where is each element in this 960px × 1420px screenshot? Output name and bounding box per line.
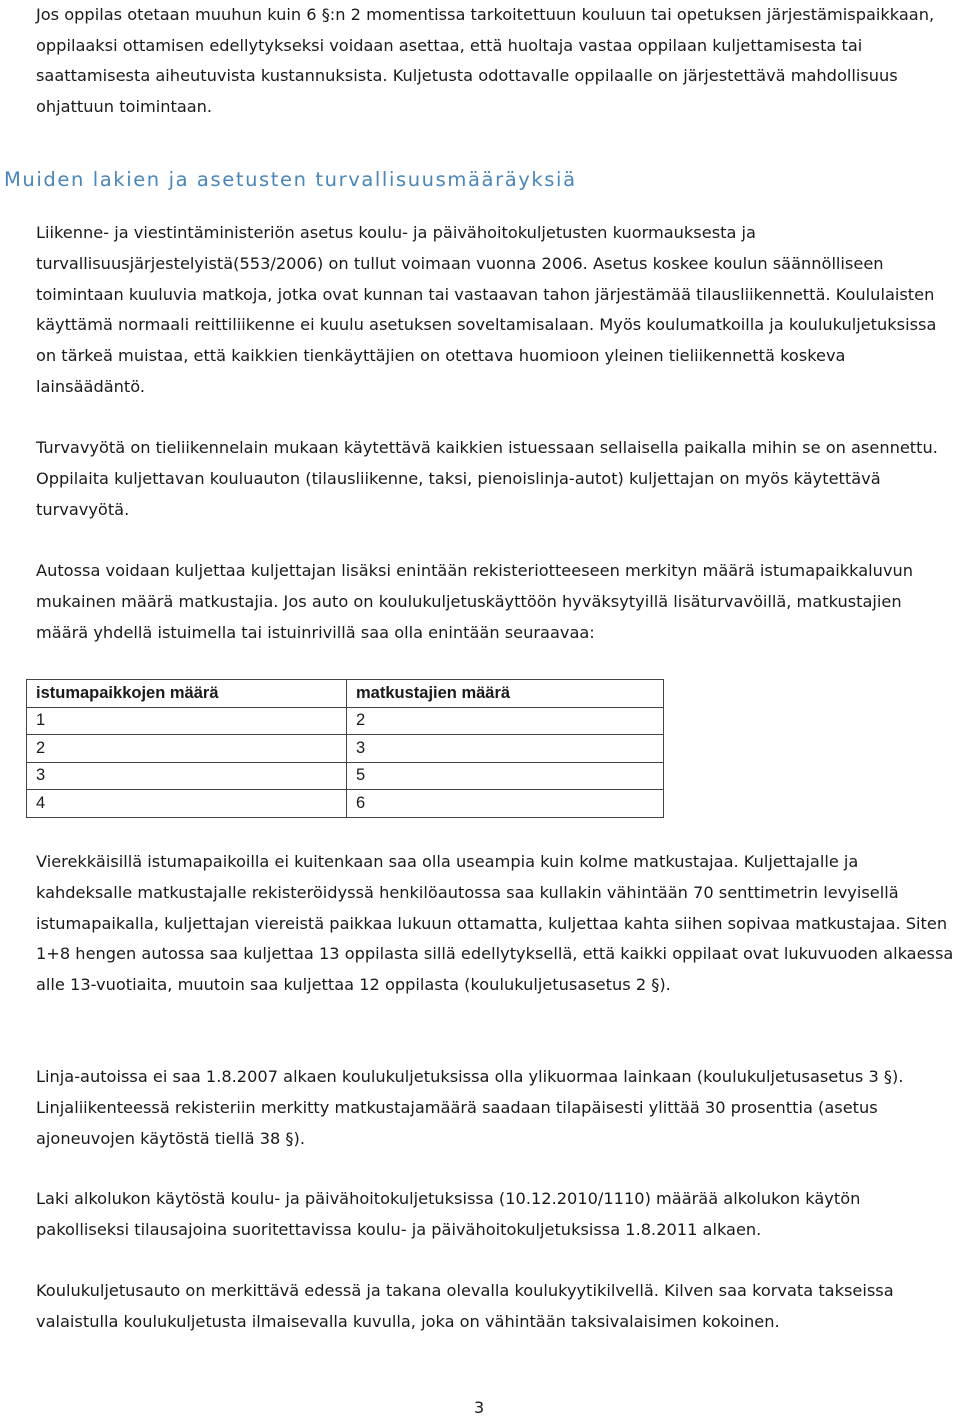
paragraph-alkolukko: Laki alkolukon käytöstä koulu- ja päivähoitokuljetuksissa (10.12.2010/1110) määrää alkolukon käytön pakolliseksi tilausajoina suoritettavissa koulu- ja päivähoitokuljetuksissa 1.8.2011 alkaen. <box>36 1189 861 1239</box>
paragraph-matkustajamaara: Autossa voidaan kuljettaa kuljettajan lisäksi enintään rekisteriotteeseen merkityn määrä istumapaikkaluvun mukainen määrä matkustajia. Jos auto on koulukuljetuskäyttöön hyväksytyillä lisäturvavöillä, matkustajien määrä yhdellä istuimella tai istuinrivillä saa olla enintään seuraavaa: <box>36 561 914 642</box>
table-cell-passengers: 2 <box>347 707 664 735</box>
table-row <box>27 735 664 763</box>
table-cell-seats: 4 <box>27 790 347 818</box>
page-number: 3 <box>474 1398 485 1417</box>
paragraph-koulukyytikilpi: Koulukuljetusauto on merkittävä edessä ja takana olevalla koulukyytikilvellä. Kilven saa korvata takseissa valaistulla koulukuljetusta ilmaisevalla kuvulla, joka on vähintään taksivalaisimen kokoinen. <box>36 1281 894 1331</box>
table-cell-seats: 2 <box>27 735 347 763</box>
paragraph-vierekkaiset-paikat: Vierekkäisillä istumapaikoilla ei kuitenkaan saa olla useampia kuin kolme matkustajaa. Kuljettajalle ja kahdeksalle matkustajalle rekisteröidyssä henkilöautossa saa kullakin vähintään 70 senttimetrin levyisellä istumapaikalla, kuljettajan viereistä paikkaa lukuun ottamatta, kuljettaa kahta siihen sopivaa matkustajaa. Siten 1+8 hengen autossa saa kuljettaa 13 oppilasta sillä edellytyksellä, että kaikki oppilaat ovat lukuvuoden alkaessa alle 13-vuotiaita, muutoin saa kuljettaa 12 oppilasta (koulukuljetusasetus 2 §). <box>36 852 954 995</box>
table-cell-passengers: 3 <box>347 735 664 763</box>
paragraph-asetus: Liikenne- ja viestintäministeriön asetus koulu- ja päivähoitokuljetusten kuormauksesta ja turvallisuusjärjestelyistä(553/2006) on tullut voimaan vuonna 2006. Asetus koskee koulun säännölliseen toimintaan kuuluvia matkoja, jotka ovat kunnan tai vastaavan tahon järjestämää tilausliikennettä. Koululaisten käyttämä normaali reittiliikenne ei kuulu asetuksen soveltamisalaan. Myös koulumatkoilla ja koulukuljetuksissa on tärkeä muistaa, että kaikkien tienkäyttäjien on otettava huomioon yleinen tieliikennettä koskeva lainsäädäntö. <box>36 223 937 396</box>
table-header-passengers: matkustajien määrä <box>347 680 664 708</box>
seat-capacity-table <box>26 679 664 818</box>
table-header-seats: istumapaikkojen määrä <box>27 680 347 708</box>
table-cell-seats: 3 <box>27 762 347 790</box>
table-cell-passengers: 5 <box>347 762 664 790</box>
paragraph-linja-autot: Linja-autoissa ei saa 1.8.2007 alkaen koulukuljetuksissa olla ylikuormaa lainkaan (koulukuljetusasetus 3 §). Linjaliikenteessä rekisteriin merkitty matkustajamäärä saadaan tilapäisesti ylittää 30 prosenttia (asetus ajoneuvojen käytöstä tiellä 38 §). <box>36 1067 904 1148</box>
section-heading: Muiden lakien ja asetusten turvallisuusmääräyksiä <box>4 168 577 191</box>
intro-paragraph: Jos oppilas otetaan muuhun kuin 6 §:n 2 momentissa tarkoitettuun kouluun tai opetuksen järjestämispaikkaan, oppilaaksi ottamisen edellytykseksi voidaan asettaa, että huoltaja vastaa oppilaan kuljettamisesta tai saattamisesta aiheutuvista kustannuksista. Kuljetusta odottavalle oppilaalle on järjestettävä mahdollisuus ohjattuun toimintaan. <box>36 5 935 116</box>
table-row <box>27 790 664 818</box>
table-cell-seats: 1 <box>27 707 347 735</box>
table-header-row <box>27 680 664 708</box>
table-row <box>27 707 664 735</box>
paragraph-turvavyo: Turvavyötä on tieliikennelain mukaan käytettävä kaikkien istuessaan sellaisella paikalla mihin se on asennettu. Oppilaita kuljettavan kouluauton (tilausliikenne, taksi, pienoislinja-autot) kuljettajan on myös käytettävä turvavyötä. <box>36 438 938 519</box>
table-cell-passengers: 6 <box>347 790 664 818</box>
table-row <box>27 762 664 790</box>
